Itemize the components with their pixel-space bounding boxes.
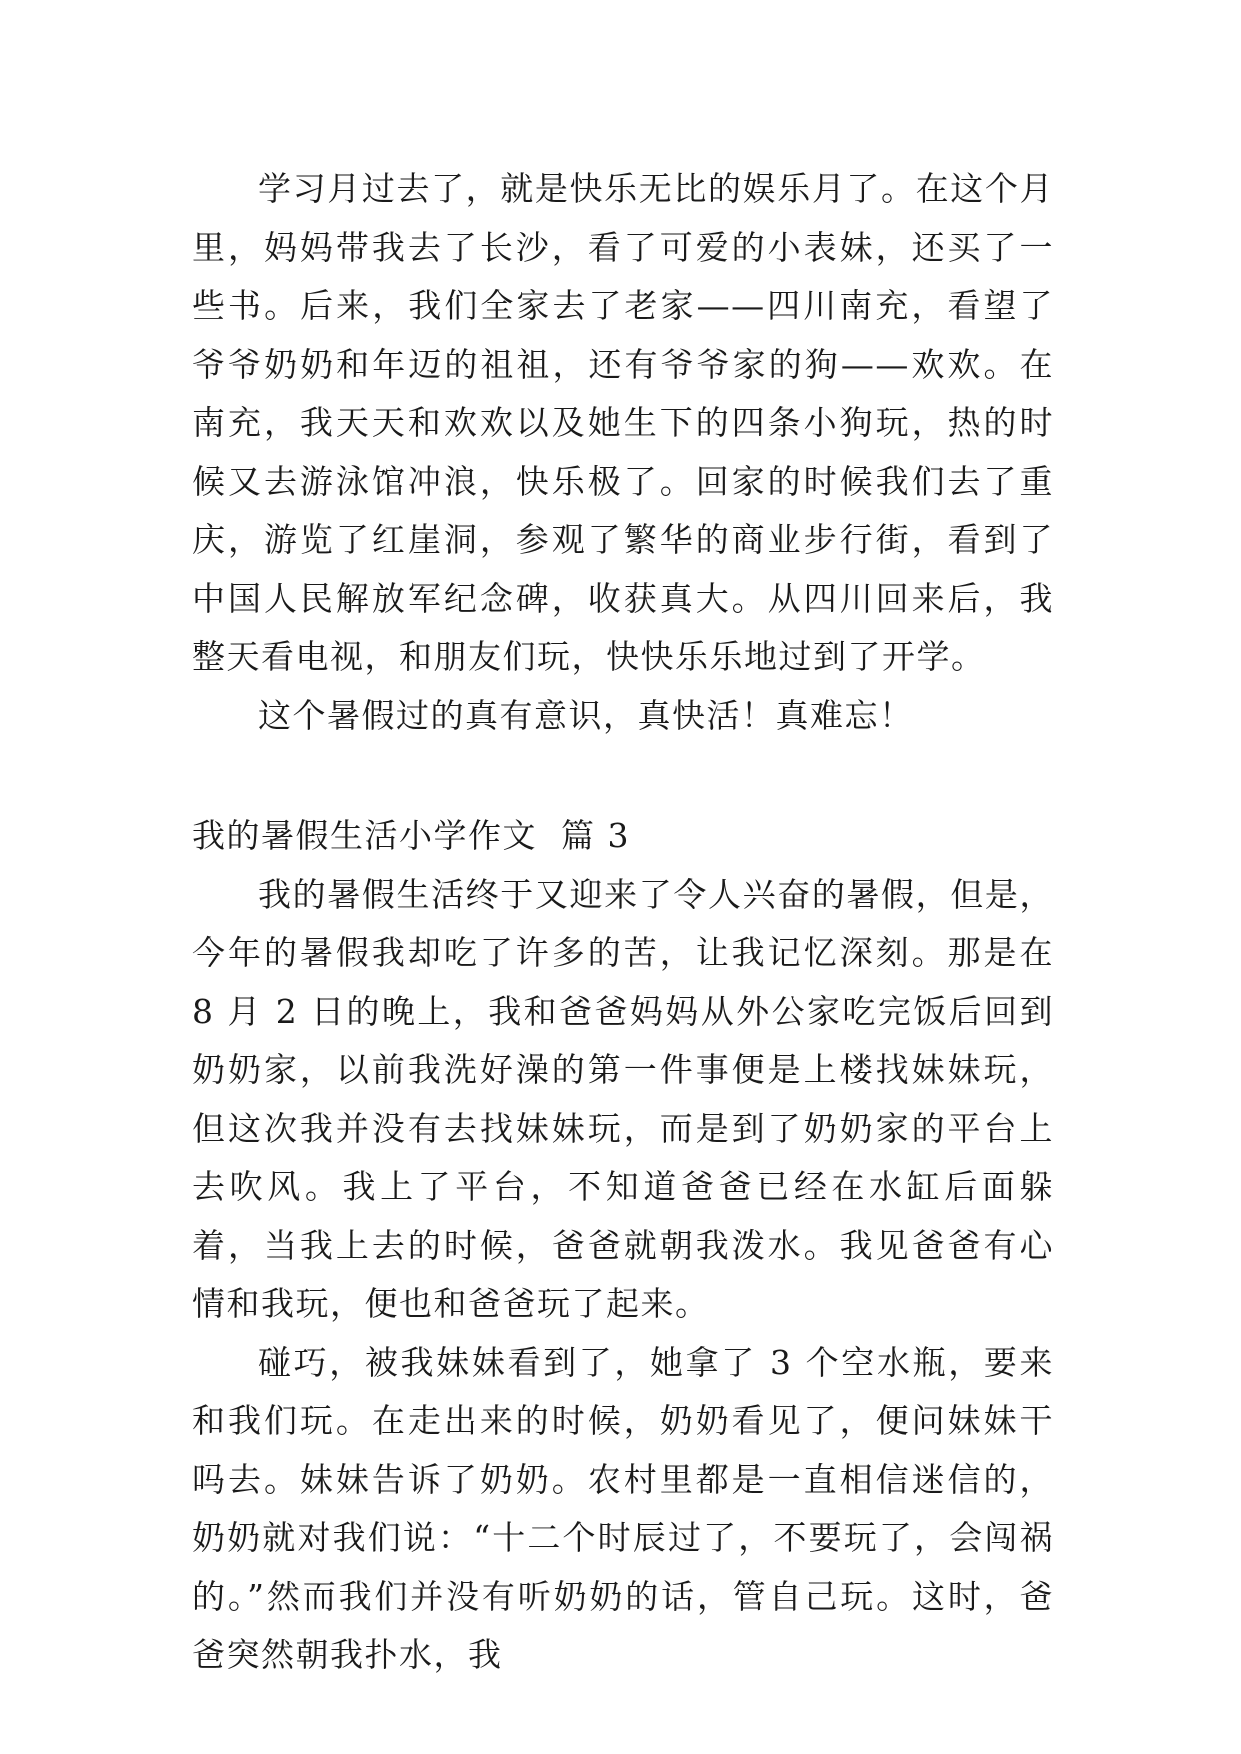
section-title: 我的暑假生活小学作文 篇 3 (192, 816, 630, 855)
paragraph-summer-trip: 学习月过去了，就是快乐无比的娱乐月了。在这个月里，妈妈带我去了长沙，看了可爱的小表妹，还买了一些书。后来，我们全家去了老家——四川南充，看望了爷爷奶奶和年迈的祖祖，还有爷爷家的狗——欢欢。在南充，我天天和欢欢以及她生下的四条小狗玩，热的时候又去游泳馆冲浪，快乐极了。回家的时候我们去了重庆，游览了红崖洞，参观了繁华的商业步行街，看到了中国人民解放军纪念碑，收获真大。从四川回来后，我整天看电视，和朋友们玩，快快乐乐地过到了开学。 (192, 169, 1054, 676)
document-body (192, 160, 1066, 1685)
paragraph-summer-summary: 这个暑假过的真有意识，真快活！真难忘！ (258, 695, 914, 735)
paragraph-water-play: 我的暑假生活终于又迎来了令人兴奋的暑假，但是，今年的暑假我却吃了许多的苦，让我记忆深刻。那是在 8 月 2 日的晚上，我和爸爸妈妈从外公家吃完饭后回到奶奶家，以前我洗好澡的第一件事便是上楼找妹妹玩，但这次我并没有去找妹妹玩，而是到了奶奶家的平台上去吹风。我上了平台，不知道爸爸已经在水缸后面躲着，当我上去的时候，爸爸就朝我泼水。我见爸爸有心情和我玩，便也和爸爸玩了起来。 (192, 874, 1066, 1323)
paragraph-sister-joins: 碰巧，被我妹妹看到了，她拿了 3 个空水瓶，要来和我们玩。在走出来的时候，奶奶看见了，便问妹妹干吗去。妹妹告诉了奶奶。农村里都是一直相信迷信的，奶奶就对我们说：“十二个时辰过了，不要玩了，会闯祸的。”然而我们并没有听奶奶的话，管自己玩。这时，爸爸突然朝我扑水，我 (192, 1342, 1054, 1674)
